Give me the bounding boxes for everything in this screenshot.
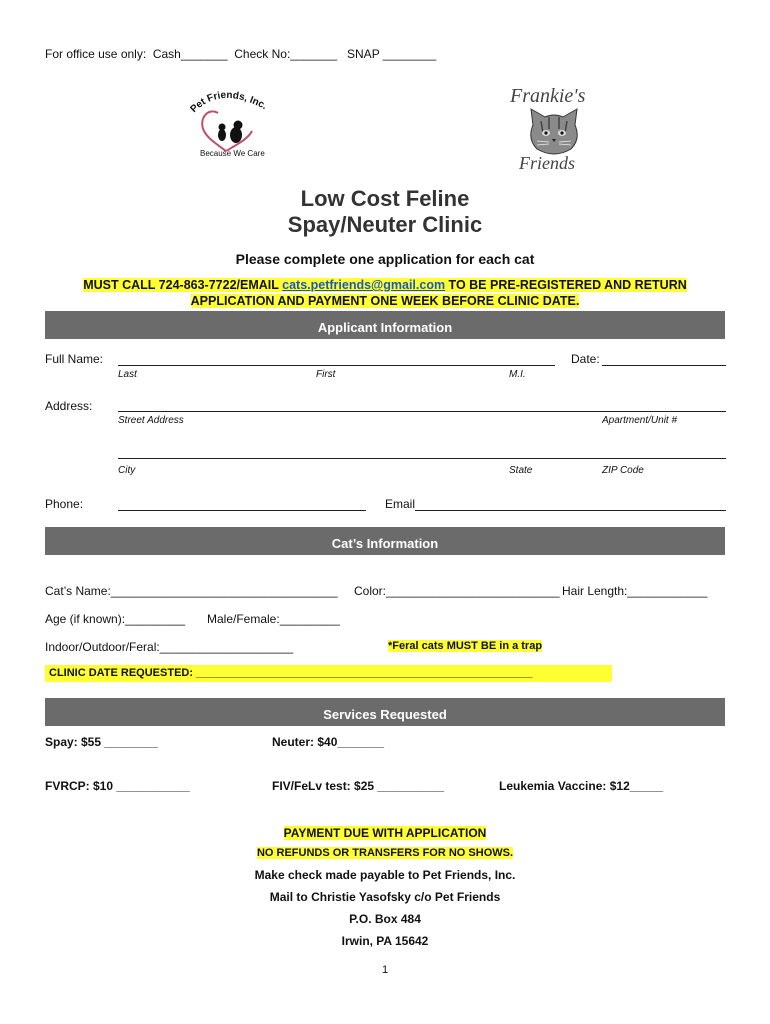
fiv-felv-field[interactable]: FIV/FeLv test: $25 __________ <box>272 779 445 793</box>
neuter-field[interactable]: Neuter: $40_______ <box>272 735 385 749</box>
mailing-block <box>0 864 770 952</box>
city-state-zip: Irwin, PA 15642 <box>341 934 429 948</box>
svg-text:Pet Friends, Inc. <box>190 90 269 115</box>
clinic-date-field[interactable]: CLINIC DATE REQUESTED: _______________________________________________________ <box>45 665 612 682</box>
pet-friends-logo-text: et Friends, Inc. <box>193 89 269 113</box>
frankies-friends-logo <box>505 85 600 180</box>
cat-face-icon <box>527 107 581 157</box>
office-cash: Cash_______ <box>152 47 228 61</box>
payable-note: Make check made payable to Pet Friends, Inc. <box>254 868 516 882</box>
office-check: Check No:_______ <box>234 47 337 61</box>
title-line-2: Spay/Neuter Clinic <box>287 212 483 237</box>
payment-due-note: PAYMENT DUE WITH APPLICATION <box>283 826 487 840</box>
notice-line2: APPLICATION AND PAYMENT ONE WEEK BEFORE CLINIC DATE. <box>190 294 580 308</box>
email-link[interactable]: cats.petfriends@gmail.com <box>282 278 446 292</box>
feral-trap-note: *Feral cats MUST BE in a trap <box>388 640 543 652</box>
email-label: Email <box>385 497 416 511</box>
date-label: Date: <box>571 352 600 366</box>
frankies-logo-top: Frankie's <box>510 85 586 107</box>
fvrcp-field[interactable]: FVRCP: $10 ___________ <box>45 779 190 793</box>
age-field[interactable]: Age (if known):_________ <box>45 612 186 626</box>
po-box: P.O. Box 484 <box>349 912 421 926</box>
middle-initial-caption: M.I. <box>509 369 526 380</box>
cat-name-field[interactable]: Cat’s Name:__________________________________ <box>45 584 338 598</box>
phone-field[interactable] <box>118 510 366 511</box>
zip-caption: ZIP Code <box>602 465 644 476</box>
preregister-notice <box>0 277 770 309</box>
full-name-field[interactable] <box>118 365 555 366</box>
city-state-zip-field[interactable] <box>118 458 726 459</box>
office-snap: SNAP ________ <box>347 47 437 61</box>
full-name-label: Full Name: <box>45 352 104 366</box>
frankies-logo-bottom: Friends <box>519 153 575 173</box>
pet-friends-tagline: Because We Care <box>200 149 265 158</box>
street-address-caption: Street Address <box>118 415 184 426</box>
email-field[interactable] <box>415 510 726 511</box>
street-address-field[interactable] <box>118 411 726 412</box>
hair-length-field[interactable]: Hair Length:____________ <box>562 584 708 598</box>
pet-friends-logo <box>190 85 275 165</box>
page-title <box>0 186 770 238</box>
last-name-caption: Last <box>118 369 137 380</box>
spay-field[interactable]: Spay: $55 ________ <box>45 735 158 749</box>
city-caption: City <box>118 465 136 476</box>
title-line-1: Low Cost Feline <box>300 186 470 211</box>
notice-part1: MUST CALL 724-863-7722/EMAIL <box>83 278 283 292</box>
leukemia-vaccine-field[interactable]: Leukemia Vaccine: $12_____ <box>499 779 664 793</box>
first-name-caption: First <box>316 369 336 380</box>
cat-color-field[interactable]: Color:__________________________ <box>354 584 560 598</box>
applicant-section-header: Applicant Information <box>45 311 725 339</box>
date-field[interactable] <box>602 365 726 366</box>
payment-block <box>0 824 770 863</box>
no-refunds-note: NO REFUNDS OR TRANSFERS FOR NO SHOWS. <box>256 847 514 859</box>
page-number: 1 <box>381 964 389 976</box>
notice-part2: TO BE PRE-REGISTERED AND RETURN <box>445 278 687 292</box>
subtitle: Please complete one application for each cat <box>235 251 535 267</box>
indoor-outdoor-field[interactable]: Indoor/Outdoor/Feral:____________________ <box>45 640 294 654</box>
mail-to-note: Mail to Christie Yasofsky c/o Pet Friends <box>269 890 501 904</box>
office-use-label: For office use only: <box>45 47 147 61</box>
services-section-header: Services Requested <box>45 698 725 726</box>
phone-label: Phone: <box>45 497 84 511</box>
office-use-line <box>45 47 436 61</box>
sex-field[interactable]: Male/Female:_________ <box>207 612 340 626</box>
state-caption: State <box>509 465 533 476</box>
apartment-caption: Apartment/Unit # <box>602 415 678 426</box>
address-label: Address: <box>45 399 93 413</box>
cat-section-header: Cat’s Information <box>45 527 725 555</box>
